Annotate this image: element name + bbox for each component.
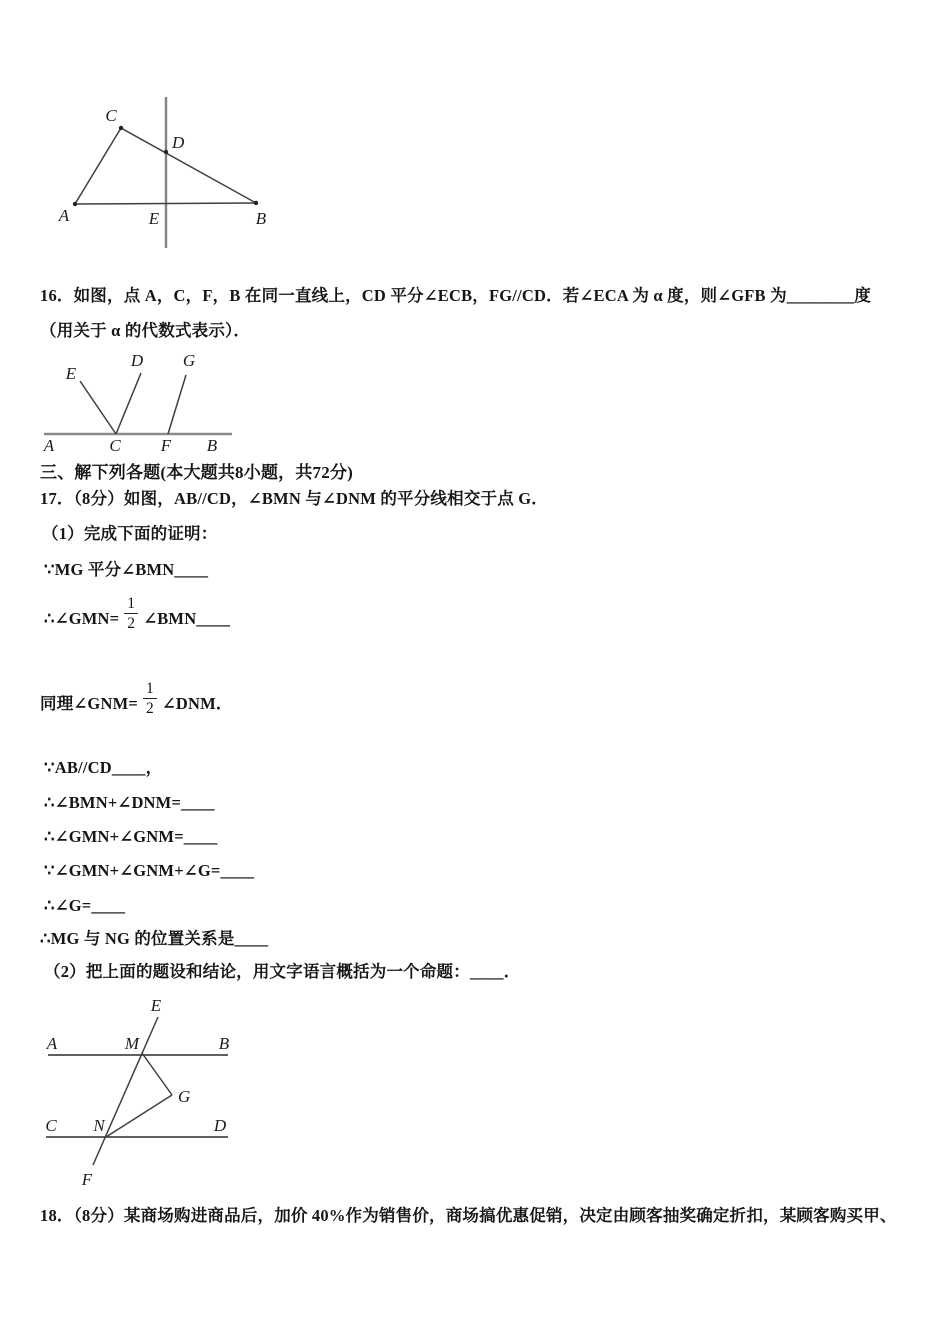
fraction-denominator: 2	[127, 615, 136, 633]
proof-line-2-post: ∠BMN____	[143, 609, 231, 629]
fraction-denominator: 2	[145, 700, 154, 718]
label-b: B	[255, 209, 267, 228]
label-c: C	[109, 436, 121, 455]
proof-line-6: ∴∠GMN+∠GNM=____	[44, 827, 218, 846]
label-b: B	[206, 436, 218, 455]
label-d: D	[130, 351, 144, 370]
ray-fg	[168, 375, 186, 434]
q17-part1: （1）完成下面的证明：	[42, 524, 218, 543]
segment-ab	[75, 203, 256, 204]
fraction-numerator: 1	[143, 680, 157, 699]
label-a: A	[46, 1034, 58, 1053]
label-f: F	[81, 1170, 93, 1189]
point-a	[73, 202, 77, 206]
proof-line-8: ∴∠G=____	[44, 896, 126, 915]
proof-line-2-pre: ∴∠GMN=	[44, 609, 120, 629]
proof-line-7: ∵∠GMN+∠GNM+∠G=____	[44, 861, 255, 880]
proof-line-3-pre: 同理∠GNM=	[40, 694, 138, 714]
label-d: D	[172, 133, 185, 152]
fraction-numerator: 1	[124, 595, 138, 614]
section-3-header: 三、解下列各题(本大题共8小题，共72分)	[40, 463, 354, 482]
label-a: A	[58, 206, 70, 225]
label-g: G	[182, 351, 196, 370]
proof-line-4: ∵AB//CD____，	[44, 758, 163, 777]
fraction-one-half	[143, 680, 157, 717]
label-e: E	[65, 364, 77, 383]
figure-parallel-lines-g	[40, 995, 275, 1195]
label-c: C	[105, 106, 117, 125]
proof-line-5: ∴∠BMN+∠DNM=____	[44, 793, 215, 812]
figure-triangle-acb	[55, 90, 290, 255]
segment-mg	[142, 1053, 172, 1095]
figure-rays-acfb	[40, 353, 240, 455]
segment-ac	[75, 128, 121, 204]
q17-intro: 17．（8分）如图，AB//CD，∠BMN 与∠DNM 的平分线相交于点 G．	[40, 489, 548, 508]
q17-part2: （2）把上面的题设和结论，用文字语言概括为一个命题：____．	[44, 962, 521, 981]
label-m: M	[124, 1034, 140, 1053]
proof-line-9: ∴MG 与 NG 的位置关系是____	[40, 929, 269, 948]
segment-cb	[121, 128, 256, 203]
ray-ce	[80, 381, 116, 434]
fraction-one-half	[124, 595, 138, 632]
label-d: D	[213, 1116, 227, 1135]
label-g: G	[178, 1087, 191, 1106]
label-e: E	[150, 996, 162, 1015]
label-f: F	[160, 436, 172, 455]
proof-line-3	[40, 678, 233, 718]
label-a: A	[43, 436, 55, 455]
proof-line-2	[44, 593, 231, 633]
point-d	[164, 150, 168, 154]
q18-text: 18．（8分）某商场购进商品后，加价 40%作为销售价，商场搞优惠促销，决定由顾客抽奖确定折扣，某顾客购买甲、	[40, 1206, 897, 1225]
q16-text-line2: （用关于 α 的代数式表示）．	[40, 321, 251, 340]
q16-text-line1: 16．如图，点 A，C，F，B 在同一直线上，CD 平分∠ECB，FG//CD．若∠ECA 为 α 度，则∠GFB 为________度	[40, 286, 872, 305]
segment-ng	[106, 1095, 172, 1137]
point-b	[254, 201, 258, 205]
label-n: N	[93, 1116, 105, 1135]
label-b: B	[218, 1034, 230, 1053]
label-c: C	[45, 1116, 57, 1135]
label-e: E	[148, 209, 160, 228]
proof-line-1: ∵MG 平分∠BMN____	[44, 560, 209, 579]
proof-line-3-post: ∠DNM．	[161, 694, 233, 714]
ray-cd	[116, 373, 141, 434]
point-c	[119, 126, 123, 130]
